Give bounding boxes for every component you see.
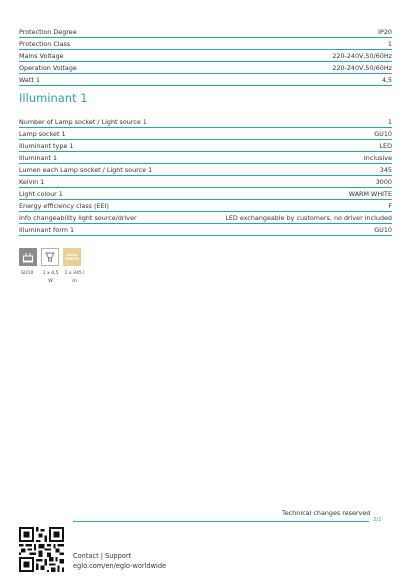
row-value: 345 xyxy=(379,166,392,174)
table-row xyxy=(19,128,392,140)
table-row xyxy=(19,200,392,212)
light-color-icon xyxy=(63,248,81,266)
row-value: Inclusive xyxy=(363,154,392,162)
row-label: Protection Degree xyxy=(19,28,77,36)
row-label: Kelvin 1 xyxy=(19,178,45,186)
row-value: 220-240V,50/60Hz xyxy=(332,64,392,72)
row-value: GU10 xyxy=(374,130,392,138)
gu10-socket-icon xyxy=(19,248,37,266)
row-value: WARM WHITE xyxy=(348,190,392,198)
row-label: Lamp socket 1 xyxy=(19,130,66,138)
row-label: Light colour 1 xyxy=(19,190,63,198)
page-number: 2/2 xyxy=(373,517,382,523)
product-icons xyxy=(19,248,81,266)
table-row xyxy=(19,152,392,164)
qr-code-icon xyxy=(19,527,64,572)
specs-table-illuminant xyxy=(19,116,392,236)
contact-block xyxy=(73,552,166,571)
row-value: IP20 xyxy=(378,28,392,36)
section-title: Illuminant 1 xyxy=(19,91,88,105)
bulb-wattage-icon xyxy=(41,248,59,266)
row-value: 4,5 xyxy=(381,76,392,84)
table-row xyxy=(19,50,392,62)
light-color-top: warm xyxy=(66,253,78,257)
technical-note: Technical changes reserved xyxy=(282,509,371,517)
table-row xyxy=(19,164,392,176)
row-label: Lumen each Lamp socket / Light source 1 xyxy=(19,166,153,174)
table-row xyxy=(19,224,392,236)
table-row xyxy=(19,116,392,128)
row-value: 220-240V,50/60Hz xyxy=(332,52,392,60)
table-row xyxy=(19,74,392,86)
table-row xyxy=(19,26,392,38)
table-row xyxy=(19,212,392,224)
icon-caption: 1 x 4,5 W xyxy=(42,271,59,284)
table-row xyxy=(19,176,392,188)
row-value: GU10 xyxy=(374,226,392,234)
table-row xyxy=(19,62,392,74)
icon-caption: 1 x 345 l m xyxy=(64,271,85,284)
row-label: Operation Voltage xyxy=(19,64,77,72)
row-label: Illuminant type 1 xyxy=(19,142,74,150)
footer-divider xyxy=(73,521,369,522)
row-label: Number of Lamp socket / Light source 1 xyxy=(19,118,147,126)
light-color-bottom: WHITE xyxy=(65,257,79,261)
table-row xyxy=(19,188,392,200)
row-label: Info changeability light source/driver xyxy=(19,214,137,222)
row-label: Energy efficiency class (EEI) xyxy=(19,202,109,210)
row-value: LED xyxy=(379,142,392,150)
table-row xyxy=(19,140,392,152)
row-label: Watt 1 xyxy=(19,76,40,84)
row-label: Illuminant form 1 xyxy=(19,226,75,234)
table-row xyxy=(19,38,392,50)
icon-captions xyxy=(17,270,85,286)
row-value: 1 xyxy=(387,118,392,126)
contact-link[interactable]: eglo.com/en/eglo-worldwide xyxy=(73,561,167,570)
contact-label: Contact | Support xyxy=(73,552,132,560)
row-label: Mains Voltage xyxy=(19,52,64,60)
row-label: Illuminant 1 xyxy=(19,154,58,162)
icon-caption: GU10 xyxy=(20,271,34,276)
row-label: Protection Class xyxy=(19,40,71,48)
row-value: 1 xyxy=(387,40,392,48)
row-value: F xyxy=(388,202,392,210)
row-value: LED exchangeable by customers, no driver included xyxy=(225,214,392,222)
row-value: 3000 xyxy=(375,178,392,186)
specs-table-general xyxy=(19,26,392,86)
